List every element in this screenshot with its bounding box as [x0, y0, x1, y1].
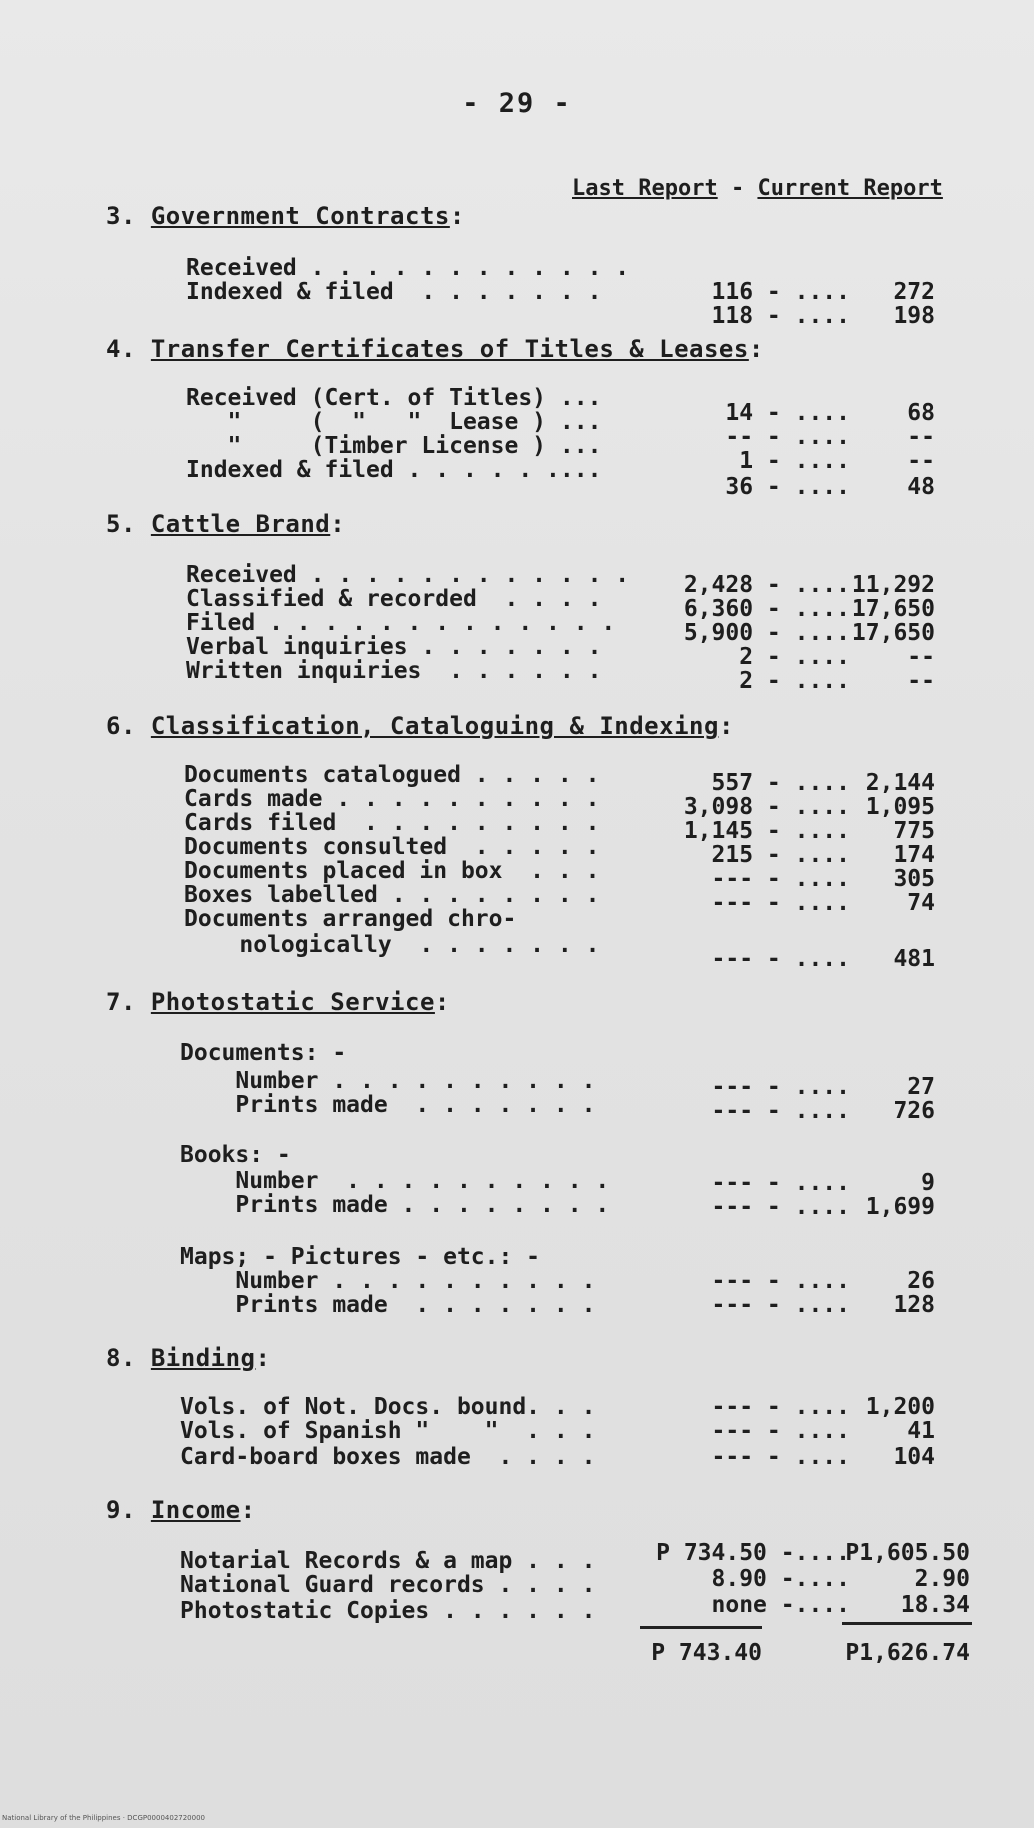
current-report-value: 11,292	[851, 572, 935, 598]
last-report-value: 116 - ....	[711, 279, 850, 305]
current-report-value: 9	[921, 1170, 935, 1196]
current-report-header: Current Report	[757, 176, 943, 201]
row-label: Indexed & filed . . . . . . .	[186, 279, 602, 305]
section-number: 6.	[106, 712, 136, 740]
row-label: Number . . . . . . . . . .	[180, 1268, 596, 1294]
section-title: 6. Classification, Cataloguing & Indexing:	[106, 712, 734, 740]
current-report-value: 26	[907, 1268, 935, 1294]
row-label: Received (Cert. of Titles) ...	[186, 385, 602, 411]
current-report-value: 104	[893, 1444, 935, 1470]
row-label: Cards made . . . . . . . . . .	[184, 786, 600, 812]
section-number: 8.	[106, 1344, 136, 1372]
row-label: Received . . . . . . . . . . . .	[186, 255, 630, 281]
row-label: Prints made . . . . . . .	[180, 1292, 596, 1318]
row-label: Books: -	[180, 1142, 291, 1168]
current-report-value: 2,144	[865, 770, 935, 796]
current-report-value: 174	[893, 842, 935, 868]
last-report-value: 1,145 - ....	[683, 818, 850, 844]
section-heading: Cattle Brand	[150, 510, 331, 538]
row-label: Indexed & filed . . . . . ....	[186, 457, 602, 483]
current-report-value: 27	[907, 1074, 935, 1100]
row-label: Number . . . . . . . . . .	[180, 1068, 596, 1094]
current-report-value: 17,650	[851, 596, 935, 622]
total-last-report: P 743.40	[651, 1640, 762, 1666]
total-current-report: P1,626.74	[845, 1640, 970, 1666]
last-report-value: --- - ....	[711, 1268, 850, 1294]
current-report-value: --	[907, 424, 935, 450]
row-label: Prints made . . . . . . .	[180, 1092, 596, 1118]
row-label: Written inquiries . . . . . .	[186, 658, 602, 684]
last-report-value: 2 - ....	[739, 644, 850, 670]
current-report-value: 305	[893, 866, 935, 892]
current-report-value: --	[907, 448, 935, 474]
last-report-value: 118 - ....	[711, 303, 850, 329]
current-report-value: 775	[893, 818, 935, 844]
section-title: 7. Photostatic Service:	[106, 988, 450, 1016]
last-report-value: --- - ....	[711, 1394, 850, 1420]
current-report-value: 481	[893, 946, 935, 972]
row-label: " (Timber License ) ...	[186, 433, 602, 459]
current-report-value: 17,650	[851, 620, 935, 646]
row-label: nologically . . . . . . .	[184, 932, 600, 958]
last-report-header: Last Report	[572, 176, 718, 201]
current-report-value: 48	[907, 474, 935, 500]
last-report-value: 2 - ....	[739, 668, 850, 694]
section-heading: Classification, Cataloguing & Indexing	[150, 712, 719, 740]
current-report-value: 1,699	[865, 1194, 935, 1220]
section-number: 3.	[106, 202, 136, 230]
last-report-value: 6,360 - ....	[683, 596, 850, 622]
section-title: 8. Binding:	[106, 1344, 271, 1372]
current-report-value: --	[907, 644, 935, 670]
last-report-value: --- - ....	[711, 1170, 850, 1196]
row-label: Documents: -	[180, 1040, 347, 1066]
last-report-value: 3,098 - ....	[683, 794, 850, 820]
archive-footer: National Library of the Philippines · DCGP0000402720000	[2, 1814, 205, 1822]
row-label: Verbal inquiries . . . . . . .	[186, 634, 602, 660]
current-report-value: --	[907, 668, 935, 694]
last-report-value: 215 - ....	[711, 842, 850, 868]
section-heading: Photostatic Service	[150, 988, 435, 1016]
total-rule-last	[640, 1626, 762, 1629]
current-report-value: 272	[893, 279, 935, 305]
last-report-value: --- - ....	[711, 1418, 850, 1444]
section-title: 5. Cattle Brand:	[106, 510, 346, 538]
current-report-value: 68	[907, 400, 935, 426]
last-report-value: 2,428 - ....	[683, 572, 850, 598]
row-label: " ( " " Lease ) ...	[186, 409, 602, 435]
section-title: 3. Government Contracts:	[106, 202, 465, 230]
last-report-value: P 734.50 -....	[656, 1540, 850, 1566]
row-label: Notarial Records & a map . . .	[180, 1548, 596, 1574]
column-headers	[572, 176, 943, 201]
row-label: Maps; - Pictures - etc.: -	[180, 1244, 541, 1270]
header-separator: -	[730, 176, 745, 201]
section-title: 9. Income:	[106, 1496, 256, 1524]
current-report-value: 128	[893, 1292, 935, 1318]
row-label: Prints made . . . . . . . .	[180, 1192, 610, 1218]
current-report-value: 18.34	[900, 1592, 970, 1618]
last-report-value: 557 - ....	[711, 770, 850, 796]
current-report-value: 1,095	[865, 794, 935, 820]
current-report-value: 41	[907, 1418, 935, 1444]
last-report-value: 8.90 -....	[711, 1566, 850, 1592]
section-title: 4. Transfer Certificates of Titles & Leases:	[106, 335, 764, 363]
section-number: 4.	[106, 335, 136, 363]
last-report-value: --- - ....	[711, 890, 850, 916]
current-report-value: P1,605.50	[845, 1540, 970, 1566]
row-label: Received . . . . . . . . . . . .	[186, 562, 630, 588]
section-heading: Income	[150, 1496, 241, 1524]
current-report-value: 74	[907, 890, 935, 916]
row-label: Cards filed . . . . . . . . .	[184, 810, 600, 836]
total-rule-current	[842, 1622, 972, 1625]
last-report-value: -- - ....	[725, 424, 850, 450]
last-report-value: --- - ....	[711, 866, 850, 892]
section-heading: Binding	[150, 1344, 256, 1372]
row-label: Documents arranged chro-	[184, 906, 517, 932]
row-label: Card-board boxes made . . . .	[180, 1444, 596, 1470]
row-label: Vols. of Not. Docs. bound. . .	[180, 1394, 596, 1420]
last-report-value: --- - ....	[711, 1444, 850, 1470]
row-label: Filed . . . . . . . . . . . . .	[186, 610, 616, 636]
section-heading: Government Contracts	[150, 202, 450, 230]
row-label: Vols. of Spanish " " . . .	[180, 1418, 596, 1444]
current-report-value: 726	[893, 1098, 935, 1124]
row-label: Documents placed in box . . .	[184, 858, 600, 884]
last-report-value: none -....	[711, 1592, 850, 1618]
current-report-value: 198	[893, 303, 935, 329]
current-report-value: 1,200	[865, 1394, 935, 1420]
row-label: Photostatic Copies . . . . . .	[180, 1598, 596, 1624]
section-number: 9.	[106, 1496, 136, 1524]
last-report-value: 14 - ....	[725, 400, 850, 426]
last-report-value: --- - ....	[711, 1292, 850, 1318]
last-report-value: --- - ....	[711, 1074, 850, 1100]
last-report-value: 5,900 - ....	[683, 620, 850, 646]
last-report-value: --- - ....	[711, 946, 850, 972]
row-label: Classified & recorded . . . .	[186, 586, 602, 612]
current-report-value: 2.90	[914, 1566, 970, 1592]
last-report-value: 36 - ....	[725, 474, 850, 500]
row-label: Boxes labelled . . . . . . . .	[184, 882, 600, 908]
last-report-value: 1 - ....	[739, 448, 850, 474]
section-heading: Transfer Certificates of Titles & Leases	[150, 335, 749, 363]
row-label: Documents catalogued . . . . .	[184, 762, 600, 788]
section-number: 7.	[106, 988, 136, 1016]
page-number: - 29 -	[462, 88, 572, 119]
last-report-value: --- - ....	[711, 1194, 850, 1220]
row-label: Number . . . . . . . . . .	[180, 1168, 610, 1194]
row-label: National Guard records . . . .	[180, 1572, 596, 1598]
section-number: 5.	[106, 510, 136, 538]
last-report-value: --- - ....	[711, 1098, 850, 1124]
row-label: Documents consulted . . . . .	[184, 834, 600, 860]
